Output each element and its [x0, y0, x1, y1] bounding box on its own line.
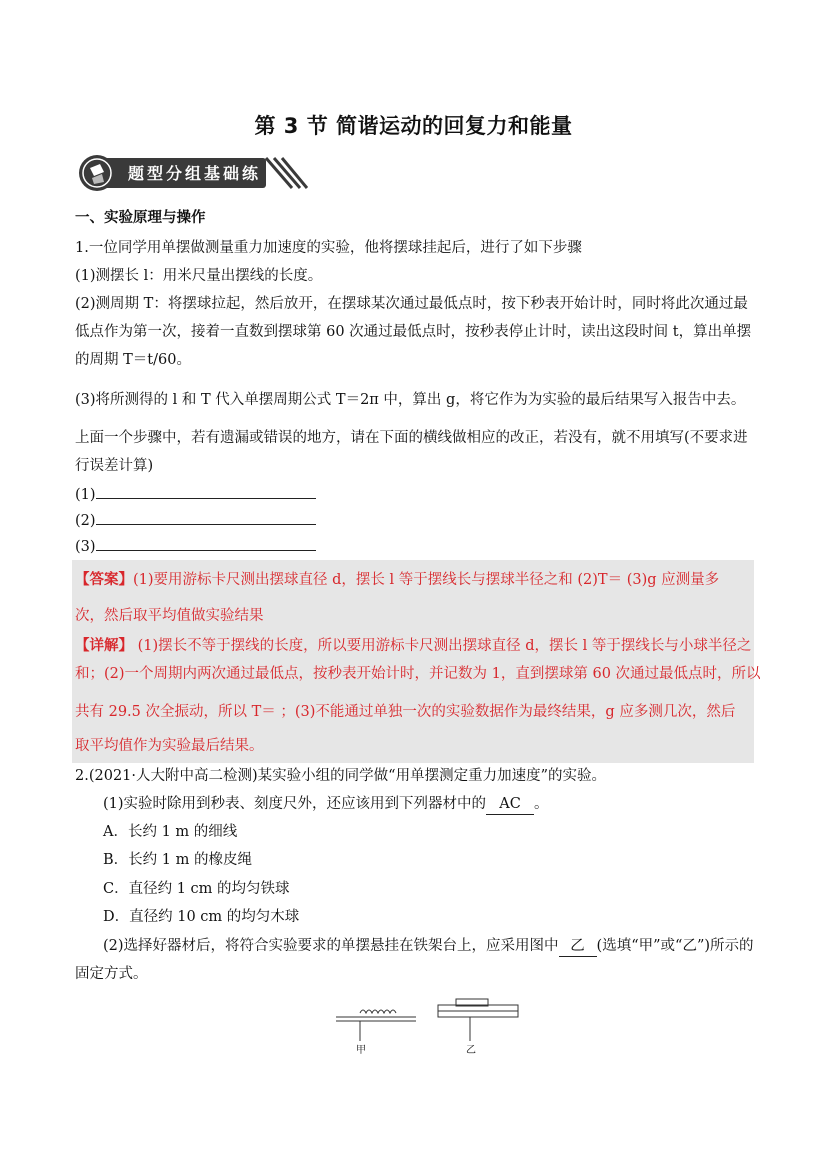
- detail-tag: 【详解】: [75, 637, 133, 654]
- section-banner: [78, 154, 308, 192]
- q1-stem: 1.一位同学用单摆做测量重力加速度的实验，他将摆球挂起后，进行了如下步骤: [75, 240, 582, 256]
- blank-1-label: (1): [75, 487, 96, 503]
- q1-step1: (1)测摆长 l：用米尺量出摆线的长度。: [75, 268, 323, 284]
- option-b: B．长约 1 m 的橡皮绳: [103, 852, 252, 868]
- detail-line-3: 共有 29.5 次全振动，所以 T＝ ；(3)不能通过单独一次的实验数据作为最终结果，g 应多测几次，然后: [75, 704, 736, 720]
- detail-line-2: 和；(2)一个周期内两次通过最低点，按秒表开始计时，并记数为 1，直到摆球第 60 次通过最低点时，所以: [75, 666, 761, 682]
- q1-step2-line3: 的周期 T＝t/60。: [75, 352, 191, 368]
- mount-diagram: [330, 995, 530, 1045]
- q2-part1: [103, 794, 549, 815]
- q1-step2-line1: (2)测周期 T：将摆球拉起，然后放开，在摆球某次通过最低点时，按下秒表开始计时，同时将此次通过最: [75, 296, 748, 312]
- section-heading: 一、实验原理与操作: [75, 210, 206, 226]
- option-d: D．直径约 10 cm 的均匀木球: [103, 909, 300, 925]
- answer-blank-3[interactable]: [75, 536, 316, 557]
- answer-tag: 【答案】: [75, 571, 133, 588]
- q2-part2-text: (2)选择好器材后，将符合实验要求的单摆悬挂在铁架台上，应采用图中: [103, 938, 559, 954]
- q1-instruction-line1: 上面一个步骤中，若有遗漏或错误的地方，请在下面的横线做相应的改正，若没有，就不用填写(不要求进: [75, 430, 748, 446]
- answer-text-1: (1)要用游标卡尺测出摆球直径 d，摆长 l 等于摆线长与摆球半径之和 (2)T＝ (3)g 应测量多: [133, 572, 720, 588]
- blank-2-line[interactable]: [96, 510, 316, 525]
- q1-instruction-line2: 行误差计算): [75, 458, 154, 474]
- answer-blank-1[interactable]: [75, 484, 316, 505]
- answer-line-1: [75, 570, 719, 590]
- answer-panel: [72, 560, 754, 763]
- q2-part2-answer: 乙: [559, 936, 597, 957]
- q1-step2-line2: 低点作为第一次，接着一直数到摆球第 60 次通过最低点时，按秒表停止计时，读出这段时间 t，算出单摆: [75, 324, 752, 340]
- blank-2-label: (2): [75, 513, 96, 529]
- answer-line-2: 次，然后取平均值做实验结果: [75, 608, 264, 624]
- blank-3-line[interactable]: [96, 536, 316, 551]
- detail-line-4: 取平均值作为实验最后结果。: [75, 738, 264, 754]
- q2-part1-text: (1)实验时除用到秒表、刻度尺外，还应该用到下列器材中的: [103, 796, 487, 812]
- detail-text-1: (1)摆长不等于摆线的长度，所以要用游标卡尺测出摆球直径 d，摆长 l 等于摆线长与小球半径之: [133, 638, 752, 654]
- detail-line-1: [75, 636, 751, 656]
- q2-stem: 2.(2021·人大附中高二检测)某实验小组的同学做“用单摆测定重力加速度”的实验。: [75, 768, 606, 784]
- q2-part1-end: 。: [534, 796, 549, 812]
- answer-blank-2[interactable]: [75, 510, 316, 531]
- q1-step3: (3)将所测得的 l 和 T 代入单摆周期公式 T＝2π 中，算出 g，将它作为为实验的最后结果写入报告中去。: [75, 392, 746, 408]
- page-title: 第 3 节 简谐运动的回复力和能量: [254, 114, 573, 138]
- q2-part1-answer: AC: [486, 794, 534, 815]
- q2-part2-line2: 固定方式。: [75, 966, 148, 982]
- banner-label: 题型分组基础练: [128, 164, 262, 183]
- figure-label-jia: 甲: [356, 1045, 366, 1056]
- option-a: A．长约 1 m 的细线: [103, 824, 238, 840]
- option-c: C．直径约 1 cm 的均匀铁球: [103, 881, 290, 897]
- blank-3-label: (3): [75, 539, 96, 555]
- q2-part2: [103, 936, 754, 957]
- pendulum-mount-figure: [330, 995, 530, 1060]
- figure-label-yi: 乙: [466, 1045, 476, 1056]
- blank-1-line[interactable]: [96, 484, 316, 499]
- q2-part2-end: (选填“甲”或“乙”)所示的: [596, 938, 754, 954]
